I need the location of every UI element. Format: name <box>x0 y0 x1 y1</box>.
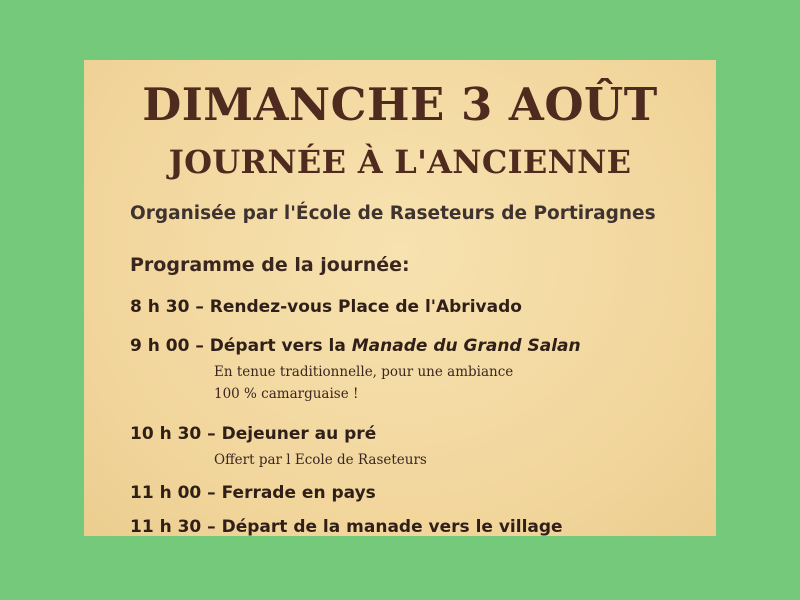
program-item-separator: – <box>189 336 210 356</box>
program-item <box>130 481 376 505</box>
program-item-separator: – <box>201 483 222 503</box>
program-item-separator: – <box>201 424 222 444</box>
program-item-text: Dejeuner au pré <box>221 424 377 444</box>
poster-subtitle: JOURNÉE À L'ANCIENNE <box>168 143 632 181</box>
program-item <box>130 515 563 536</box>
program-item <box>130 334 581 358</box>
program-item-time: 10 h 30 <box>130 424 202 444</box>
program-note: En tenue traditionnelle, pour une ambiance <box>214 364 514 380</box>
organizer-line: Organisée par l'École de Raseteurs de Portiragnes <box>130 203 656 224</box>
program-item-text: Départ vers la <box>209 336 352 356</box>
poster-title: DIMANCHE 3 AOÛT <box>142 78 658 131</box>
program-item-time: 8 h 30 <box>130 297 190 317</box>
program-item-text: Départ de la manade vers le village <box>221 517 563 536</box>
program-item-time: 9 h 00 <box>130 336 190 356</box>
program-heading: Programme de la journée: <box>130 254 410 276</box>
program-note: 100 % camarguaise ! <box>214 386 359 402</box>
program-item-place: Manade du Grand Salan <box>351 336 581 356</box>
program-item-separator: – <box>201 517 222 536</box>
program-item-separator: – <box>189 297 210 317</box>
program-item <box>130 295 522 319</box>
program-item-time: 11 h 30 <box>130 517 202 536</box>
program-item-time: 11 h 00 <box>130 483 202 503</box>
program-note: Offert par l Ecole de Raseteurs <box>214 452 427 468</box>
program-item <box>130 422 376 446</box>
program-item-text: Ferrade en pays <box>221 483 376 503</box>
program-item-text: Rendez-vous Place de l'Abrivado <box>209 297 522 317</box>
event-poster <box>84 60 716 536</box>
